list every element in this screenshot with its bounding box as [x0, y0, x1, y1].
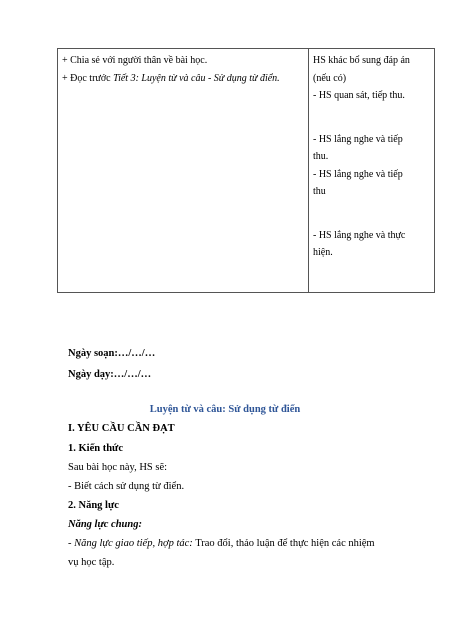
teaching-date: Ngày dạy:…/…/… [68, 369, 152, 380]
knowledge-heading: 1. Kiến thức [68, 443, 124, 454]
competency-desc: Trao đổi, thảo luận để thực hiện các nhiệm [192, 538, 375, 549]
student-line: hiện. [313, 247, 333, 258]
knowledge-item: - Biết cách sử dụng từ điển. [68, 481, 185, 492]
lesson-title: Luyện từ và câu: Sử dụng từ điển [149, 404, 301, 415]
student-activity-cell [309, 49, 435, 293]
student-line: - HS quan sát, tiếp thu. [313, 90, 405, 101]
student-line: thu [313, 186, 326, 197]
preread-line [62, 70, 304, 88]
intro-text: Sau bài học này, HS sẽ: [68, 462, 168, 473]
teacher-activity-cell [58, 49, 309, 293]
competency-item-continued: vụ học tập. [68, 557, 115, 568]
competency-name: - Năng lực giao tiếp, hợp tác: [68, 538, 193, 549]
preread-lesson-title: Tiết 3: Luyện từ và câu - Sử dụng từ điển. [113, 72, 280, 84]
preparation-date: Ngày soạn:…/…/… [68, 348, 156, 359]
student-line: - HS lắng nghe và tiếp [313, 168, 403, 180]
competency-item [68, 538, 375, 549]
table-row [58, 49, 435, 293]
spacer [313, 105, 430, 131]
spacer [313, 201, 430, 227]
preread-prefix: + Đọc trước [62, 72, 114, 84]
activity-table [57, 48, 435, 293]
student-line: - HS lắng nghe và tiếp [313, 133, 403, 145]
student-line: HS khác bổ sung đáp án [313, 55, 410, 66]
competency-heading: 2. Năng lực [68, 500, 119, 511]
share-line: + Chia sẻ với người thân về bài học. [62, 55, 208, 66]
student-line: (nếu có) [313, 72, 347, 84]
general-competency-label: Năng lực chung: [68, 519, 142, 530]
section-heading: I. YÊU CẦU CẦN ĐẠT [68, 423, 175, 434]
student-line: thu. [313, 151, 329, 162]
student-line: - HS lắng nghe và thực [313, 229, 406, 241]
